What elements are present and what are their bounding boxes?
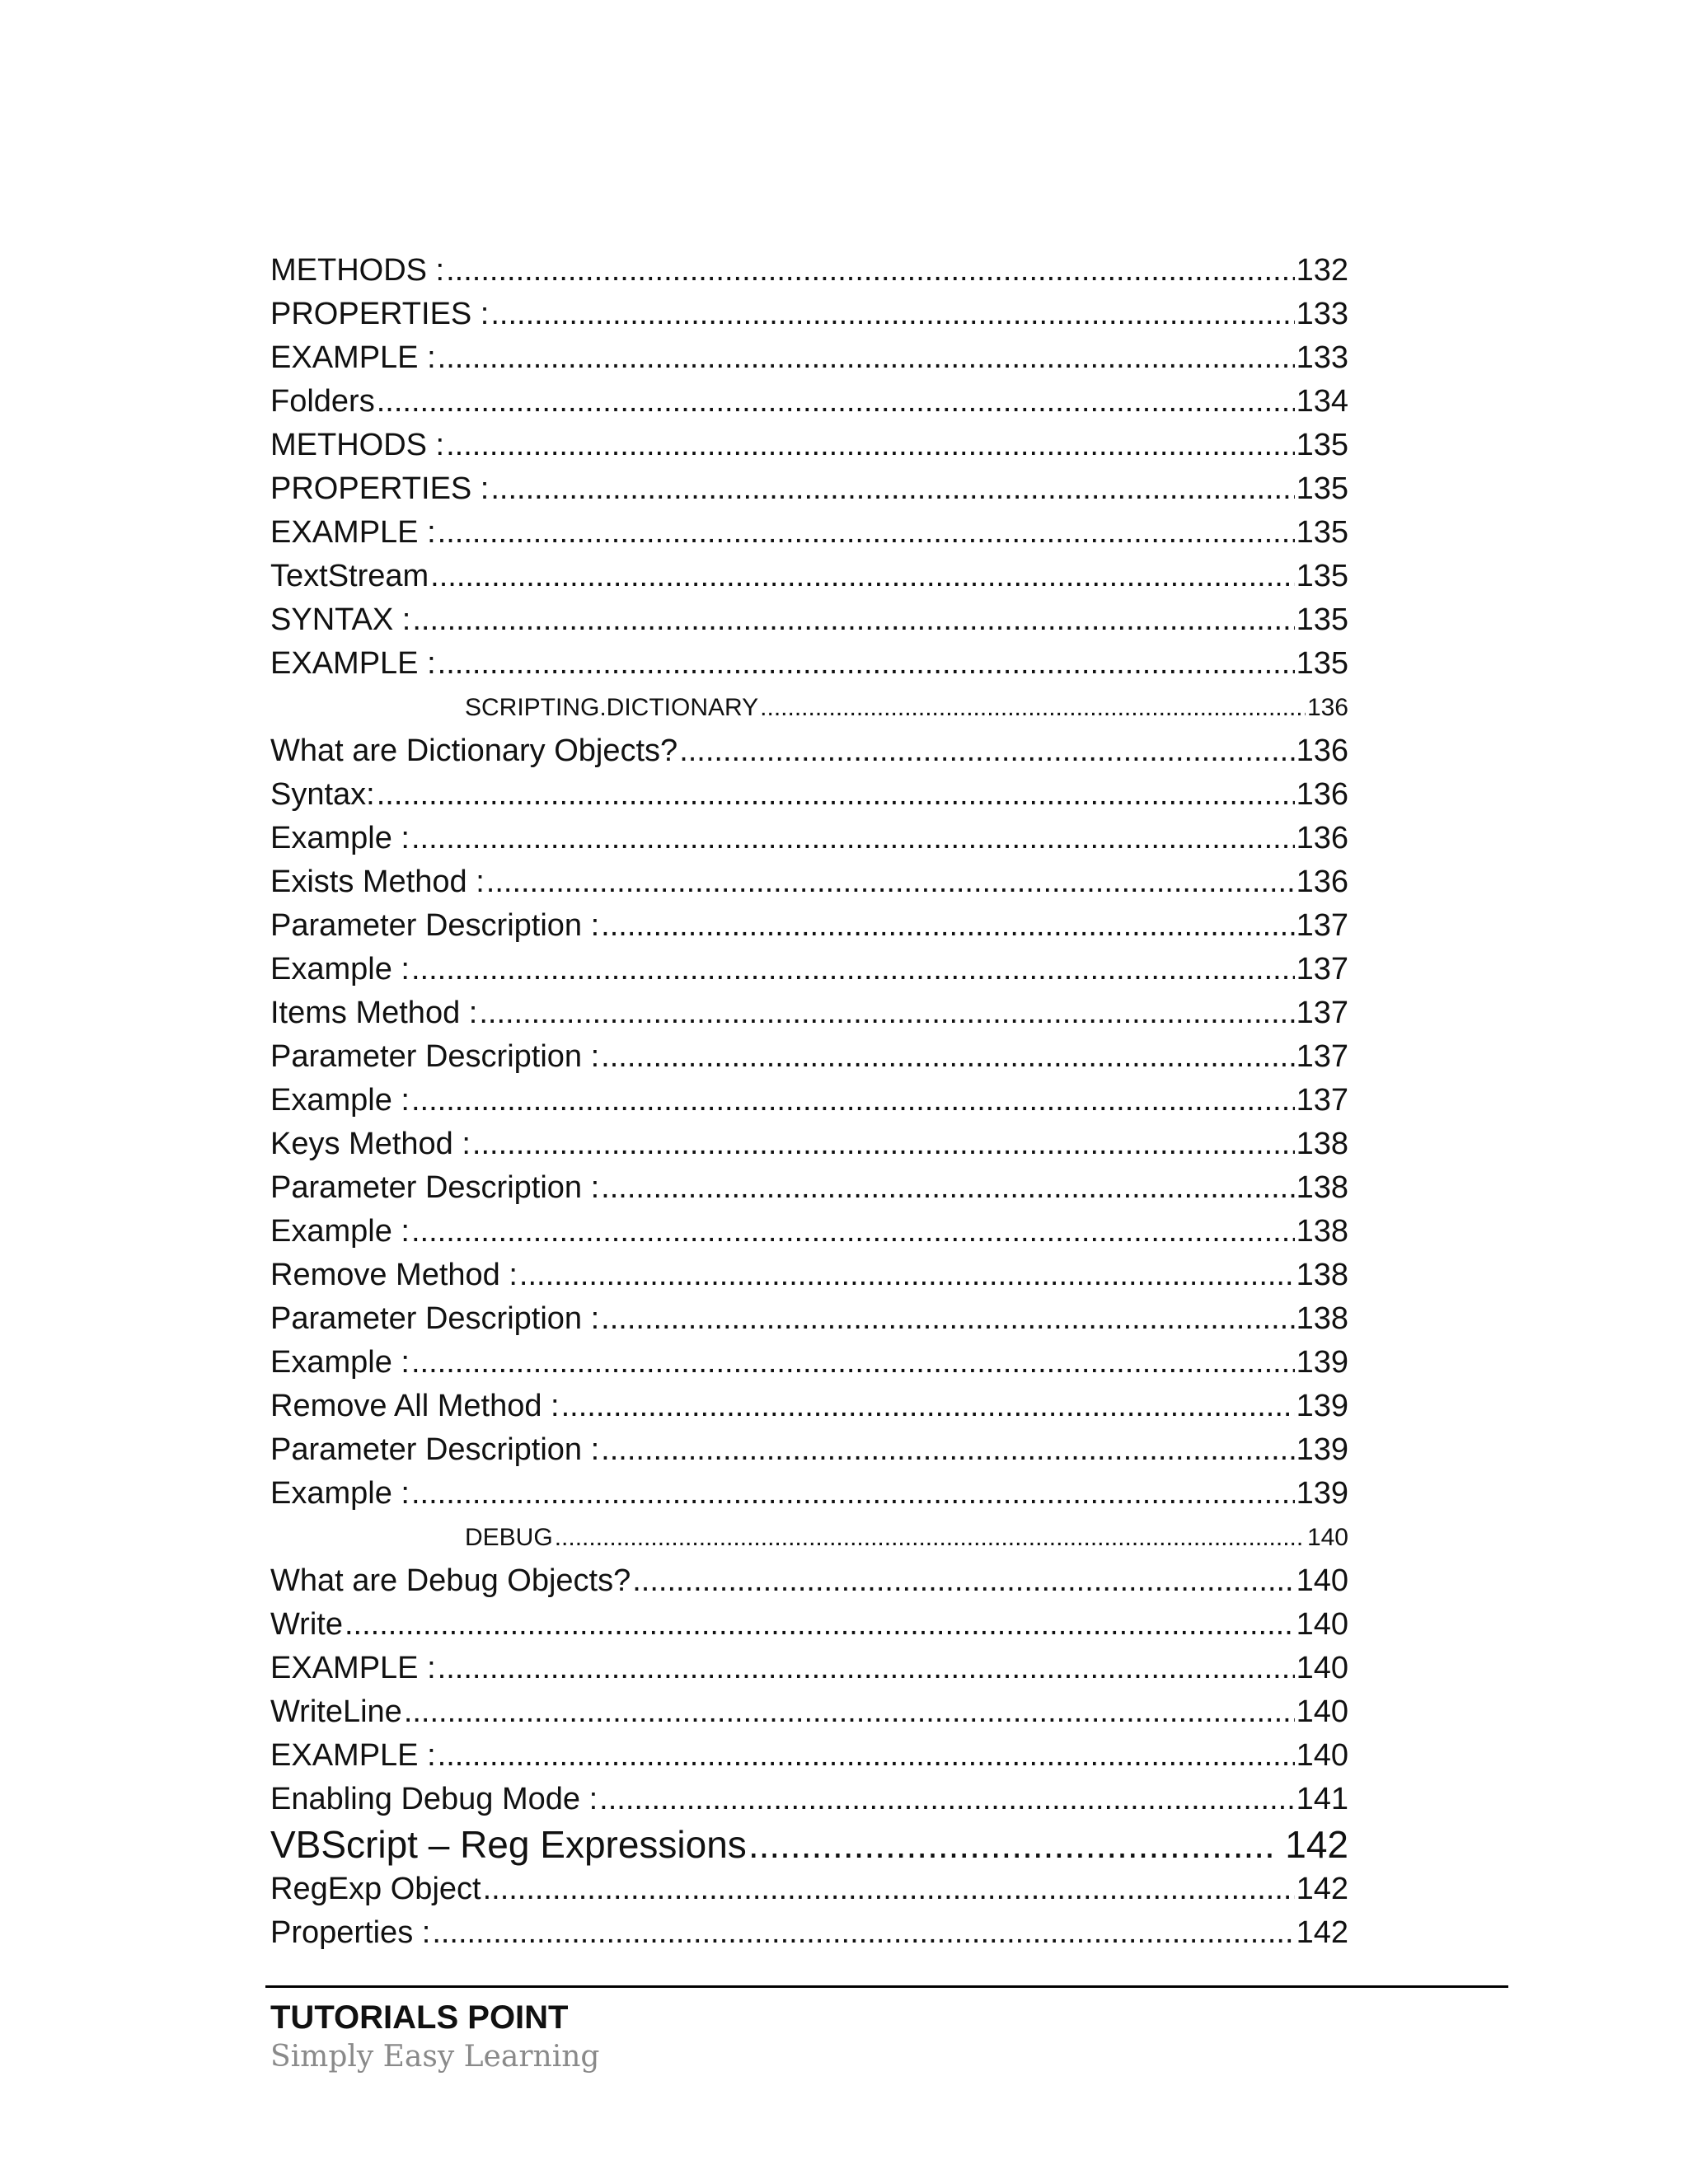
toc-entry-page: 133: [1296, 297, 1348, 331]
toc-leader-dots: [748, 1821, 1277, 1868]
toc-entry-title: Example :: [270, 1345, 410, 1380]
toc-leader-dots: [490, 293, 1294, 336]
toc-leader-dots: [519, 1254, 1295, 1297]
toc-entry-title: Remove All Method :: [270, 1389, 560, 1423]
toc-entry-page: 138: [1296, 1301, 1348, 1336]
toc-entry[interactable]: [270, 1079, 1348, 1122]
toc-entry-page: 141: [1296, 1782, 1348, 1816]
toc-leader-dots: [679, 729, 1294, 773]
toc-leader-dots: [760, 686, 1306, 729]
toc-leader-dots: [438, 642, 1295, 686]
toc-entry-page: 137: [1296, 952, 1348, 987]
toc-entry-page: 135: [1296, 646, 1348, 681]
toc-entry-title: What are Debug Objects?: [270, 1563, 631, 1598]
toc-leader-dots: [601, 1428, 1294, 1472]
toc-entry-title: EXAMPLE :: [270, 1738, 436, 1773]
toc-entry[interactable]: [270, 1778, 1348, 1821]
toc-entry[interactable]: [270, 336, 1348, 380]
toc-entry-title: Enabling Debug Mode :: [270, 1782, 598, 1816]
toc-entry-page: 139: [1296, 1432, 1348, 1467]
toc-leader-dots: [632, 1559, 1294, 1603]
toc-entry[interactable]: [270, 1122, 1348, 1166]
toc-entry[interactable]: [270, 948, 1348, 991]
toc-leader-dots: [377, 380, 1295, 424]
toc-entry-page: 138: [1296, 1258, 1348, 1292]
toc-leader-dots: [438, 1647, 1295, 1690]
toc-entry[interactable]: [270, 380, 1348, 424]
toc-entry-title: Folders: [270, 384, 375, 419]
footer-divider: [265, 1985, 1508, 1988]
toc-entry-page: 135: [1296, 515, 1348, 550]
toc-entry-page: 140: [1296, 1738, 1348, 1773]
toc-entry[interactable]: [270, 904, 1348, 948]
toc-leader-dots: [411, 948, 1295, 991]
toc-leader-dots: [404, 1690, 1295, 1734]
toc-entry-title: WriteLine: [270, 1694, 402, 1729]
toc-leader-dots: [430, 555, 1294, 598]
toc-entry-title: TextStream: [270, 559, 429, 593]
toc-entry-title: Parameter Description :: [270, 1170, 600, 1205]
toc-leader-dots: [601, 904, 1294, 948]
toc-chapter-entry[interactable]: [270, 1516, 1348, 1559]
toc-entry-page: 136: [1306, 694, 1348, 721]
toc-entry-page: 136: [1296, 733, 1348, 768]
toc-entry[interactable]: [270, 642, 1348, 686]
toc-entry-page: 135: [1296, 559, 1348, 593]
toc-entry-title: Parameter Description :: [270, 1432, 600, 1467]
toc-entry-page: 139: [1296, 1345, 1348, 1380]
toc-entry[interactable]: [270, 1559, 1348, 1603]
toc-entry-page: 140: [1296, 1694, 1348, 1729]
toc-entry-title: Properties :: [270, 1915, 431, 1950]
toc-entry[interactable]: [270, 424, 1348, 467]
toc-entry-page: 135: [1296, 471, 1348, 506]
toc-entry-title: Items Method :: [270, 996, 478, 1030]
toc-entry-page: 132: [1296, 253, 1348, 288]
toc-entry[interactable]: [270, 1428, 1348, 1472]
footer-brand: TUTORIALS POINT: [270, 1999, 569, 2036]
toc-leader-dots: [601, 1166, 1294, 1210]
toc-entry-title: RegExp Object: [270, 1872, 481, 1906]
toc-entry[interactable]: [270, 467, 1348, 511]
toc-entry[interactable]: [270, 1734, 1348, 1778]
toc-entry-title: METHODS :: [270, 253, 445, 288]
toc-entry-title: Syntax:: [270, 777, 375, 812]
toc-leader-dots: [490, 467, 1294, 511]
toc-entry-title: Parameter Description :: [270, 1039, 600, 1074]
toc-leader-dots: [411, 817, 1295, 860]
toc-entry-title: Parameter Description :: [270, 908, 600, 943]
toc-entry[interactable]: [270, 511, 1348, 555]
toc-leader-dots: [411, 1472, 1295, 1516]
toc-entry-title: SYNTAX :: [270, 602, 411, 637]
toc-leader-dots: [446, 424, 1294, 467]
toc-entry[interactable]: [270, 249, 1348, 293]
toc-leader-dots: [601, 1297, 1294, 1341]
toc-leader-dots: [601, 1035, 1294, 1079]
toc-leader-dots: [377, 773, 1295, 817]
footer-tagline: Simply Easy Learning: [270, 2040, 600, 2074]
toc-leader-dots: [599, 1778, 1294, 1821]
toc-entry-title: METHODS :: [270, 428, 445, 462]
toc-leader-dots: [561, 1385, 1295, 1428]
toc-entry-page: 137: [1296, 908, 1348, 943]
toc-entry[interactable]: [270, 555, 1348, 598]
toc-leader-dots: [411, 1079, 1295, 1122]
toc-entry-page: 142: [1285, 1823, 1348, 1866]
toc-entry[interactable]: [270, 1472, 1348, 1516]
toc-entry-title: Remove Method :: [270, 1258, 518, 1292]
toc-leader-dots: [345, 1603, 1295, 1647]
toc-entry-page: 142: [1296, 1915, 1348, 1950]
toc-leader-dots: [472, 1122, 1295, 1166]
toc-entry[interactable]: [270, 860, 1348, 904]
toc-entry-page: 139: [1296, 1476, 1348, 1511]
toc-entry-title: PROPERTIES :: [270, 297, 490, 331]
toc-entry[interactable]: [270, 1385, 1348, 1428]
toc-entry-page: 137: [1296, 1039, 1348, 1074]
toc-entry-page: 140: [1296, 1651, 1348, 1685]
toc-entry-page: 136: [1296, 865, 1348, 899]
toc-chapter-entry[interactable]: [270, 686, 1348, 729]
toc-entry-page: 137: [1296, 1083, 1348, 1118]
toc-leader-dots: [483, 1868, 1295, 1911]
toc-entry[interactable]: [270, 1647, 1348, 1690]
toc-entry-page: 135: [1296, 602, 1348, 637]
toc-leader-dots: [438, 1734, 1295, 1778]
toc-entry-page: 136: [1296, 821, 1348, 855]
toc-entry-title: Example :: [270, 1214, 410, 1249]
toc-entry[interactable]: [270, 1297, 1348, 1341]
toc-entry[interactable]: [270, 1603, 1348, 1647]
toc-entry-page: 137: [1296, 996, 1348, 1030]
toc-entry[interactable]: [270, 1035, 1348, 1079]
toc-leader-dots: [479, 991, 1294, 1035]
toc-entry[interactable]: [270, 817, 1348, 860]
toc-entry[interactable]: [270, 1690, 1348, 1734]
toc-entry-title: PROPERTIES :: [270, 471, 490, 506]
toc-entry[interactable]: [270, 1911, 1348, 1955]
toc-entry-title: VBScript – Reg Expressions: [270, 1823, 747, 1866]
toc-entry[interactable]: [270, 598, 1348, 642]
toc-entry[interactable]: [270, 1166, 1348, 1210]
toc-leader-dots: [486, 860, 1295, 904]
toc-entry-title: SCRIPTING.DICTIONARY: [465, 694, 759, 721]
toc-entry-page: 140: [1296, 1607, 1348, 1642]
toc-leader-dots: [438, 511, 1295, 555]
toc-entry-page: 138: [1296, 1127, 1348, 1161]
toc-entry-page: 138: [1296, 1170, 1348, 1205]
toc-entry-title: DEBUG: [465, 1524, 553, 1551]
toc-entry-page: 134: [1296, 384, 1348, 419]
toc-entry-title: Exists Method :: [270, 865, 485, 899]
toc-leader-dots: [412, 598, 1294, 642]
toc-entry-title: EXAMPLE :: [270, 646, 436, 681]
toc-entry-title: Parameter Description :: [270, 1301, 600, 1336]
toc-entry[interactable]: [270, 293, 1348, 336]
toc-entry[interactable]: [270, 1210, 1348, 1254]
toc-leader-dots: [411, 1341, 1295, 1385]
toc-entry-page: 140: [1296, 1563, 1348, 1598]
toc-entry[interactable]: [270, 1341, 1348, 1385]
toc-entry-page: 142: [1296, 1872, 1348, 1906]
toc-entry-title: Example :: [270, 1476, 410, 1511]
toc-heading-entry[interactable]: [270, 1821, 1348, 1868]
toc-entry-title: Example :: [270, 821, 410, 855]
toc-entry-title: EXAMPLE :: [270, 340, 436, 375]
toc-entry-title: What are Dictionary Objects?: [270, 733, 678, 768]
toc-entry-page: 133: [1296, 340, 1348, 375]
toc-leader-dots: [411, 1210, 1295, 1254]
toc-entry-title: Example :: [270, 1083, 410, 1118]
toc-entry-title: EXAMPLE :: [270, 515, 436, 550]
toc-entry-page: 138: [1296, 1214, 1348, 1249]
toc-leader-dots: [432, 1911, 1294, 1955]
toc-entry-title: Write: [270, 1607, 343, 1642]
toc-entry-page: 136: [1296, 777, 1348, 812]
toc-leader-dots: [555, 1516, 1306, 1559]
toc-entry-title: EXAMPLE :: [270, 1651, 436, 1685]
toc-entry-title: Example :: [270, 952, 410, 987]
toc-entry[interactable]: [270, 729, 1348, 773]
toc-entry[interactable]: [270, 1254, 1348, 1297]
toc-entry-page: 135: [1296, 428, 1348, 462]
toc-leader-dots: [446, 249, 1294, 293]
toc-leader-dots: [438, 336, 1295, 380]
toc-entry[interactable]: [270, 991, 1348, 1035]
toc-entry-page: 139: [1296, 1389, 1348, 1423]
toc-entry-page: 140: [1306, 1524, 1348, 1551]
table-of-contents: [270, 249, 1348, 1955]
toc-entry[interactable]: [270, 773, 1348, 817]
toc-entry-title: Keys Method :: [270, 1127, 471, 1161]
toc-entry[interactable]: [270, 1868, 1348, 1911]
